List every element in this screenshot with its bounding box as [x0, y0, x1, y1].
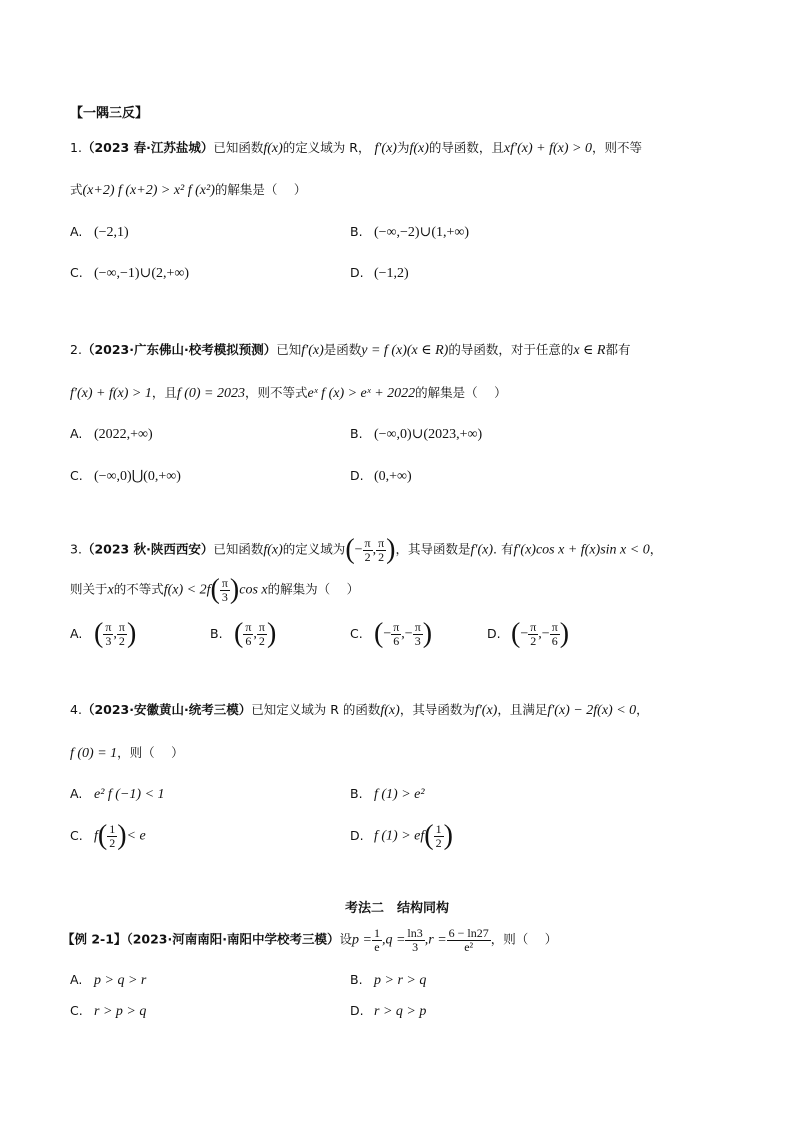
option-value: f — [94, 828, 98, 844]
math-expr: f(x) — [263, 141, 283, 156]
option-c[interactable] — [70, 1003, 146, 1020]
option-letter: D. — [487, 625, 501, 641]
option-value: r > q > p — [374, 1004, 427, 1019]
numerator: π — [530, 619, 537, 634]
fraction — [220, 577, 230, 603]
math-expr: ,q = — [381, 932, 406, 948]
stem-text: 已知函数 — [213, 541, 264, 557]
option-d[interactable] — [350, 822, 453, 850]
math-expr: f′(x) − 2f(x) < 0 — [547, 703, 637, 718]
stem-text: ，且满足 — [497, 702, 548, 717]
question-4-line-1 — [70, 700, 649, 719]
fraction — [376, 537, 386, 563]
numerator: π — [105, 619, 112, 634]
question-2-line-2 — [70, 383, 507, 402]
numerator: π — [221, 575, 228, 590]
math-expr: f (0) = 2023 — [176, 386, 245, 401]
stem-text: 已知定义域为 R 的函数 — [251, 702, 381, 717]
numerator: π — [378, 535, 385, 550]
math-sep: , — [372, 542, 377, 558]
stem-text: ，且 — [151, 385, 177, 400]
stem-text: 为 — [396, 140, 410, 155]
math-expr: y = f (x)(x ∈ R) — [361, 343, 449, 358]
option-a[interactable] — [70, 620, 136, 648]
numerator: 1 — [373, 926, 380, 940]
option-letter: D. — [350, 827, 364, 843]
fraction — [103, 621, 113, 647]
left-paren: ( — [210, 574, 220, 605]
option-value: f (1) > ef — [374, 828, 425, 844]
stem-text: ， — [636, 702, 649, 717]
math-sep: , — [113, 626, 117, 642]
stem-text: 的定义域为 R， — [282, 140, 371, 155]
option-a[interactable] — [70, 224, 129, 241]
question-source: （2023·广东佛山·校考模拟预测） — [81, 342, 277, 357]
fraction — [413, 621, 423, 647]
math-expr: f′(x)cos x + f(x)sin x < 0 — [513, 542, 650, 558]
option-value: (−∞,0)⋃(0,+∞) — [94, 469, 181, 484]
stem-text: 的定义域为 — [282, 541, 346, 557]
section-header: 【一隅三反】 — [70, 106, 149, 121]
stem-text: ，其导函数为 — [399, 702, 475, 717]
stem-text: ，则（ ） — [117, 745, 184, 760]
option-c[interactable] — [70, 468, 181, 485]
option-value: (−2,1) — [94, 225, 129, 240]
stem-text: 的解集为（ ） — [267, 581, 360, 597]
stem-text: ， — [649, 541, 663, 557]
fraction — [447, 927, 491, 953]
math-sign: − — [354, 542, 363, 558]
option-letter: B. — [350, 426, 363, 441]
math-expr: x — [107, 582, 114, 598]
math-expr: eˣ f (x) > eˣ + 2022 — [307, 386, 416, 401]
question-number: 3. — [70, 541, 82, 557]
math-expr: p = — [352, 932, 372, 948]
denominator: 3 — [412, 939, 419, 954]
right-paren: ) — [266, 618, 277, 649]
math-expr: f(x) — [409, 141, 429, 156]
numerator: π — [551, 619, 558, 634]
math-expr: f(x) — [380, 703, 400, 718]
math-sign: − — [541, 626, 550, 642]
stem-text: 式 — [70, 182, 83, 197]
math-sign: − — [404, 626, 413, 642]
denominator: 6 — [393, 633, 400, 648]
denominator: 6 — [245, 633, 252, 648]
stem-text: 已知函数 — [213, 140, 264, 155]
fraction — [434, 823, 444, 849]
math-expr: cos x — [239, 582, 268, 598]
numerator: π — [414, 619, 421, 634]
option-value: (−∞,−1)∪(2,+∞) — [94, 266, 190, 281]
right-paren: ) — [386, 534, 396, 565]
stem-text: 的不等式 — [113, 581, 164, 597]
math-expr: f′(x) — [470, 542, 494, 558]
right-paren: ) — [229, 574, 240, 605]
question-1-line-1 — [70, 138, 642, 157]
right-paren: ) — [126, 618, 137, 649]
option-letter: A. — [70, 972, 83, 987]
fraction — [372, 927, 382, 953]
numerator: π — [258, 619, 265, 634]
option-a[interactable] — [70, 786, 165, 803]
question-source: （2023·河南南阳·南阳中学校考三模） — [126, 931, 340, 947]
option-value: (−1,2) — [374, 266, 409, 281]
option-letter: B. — [350, 972, 363, 987]
section-title: 考法二 结构同构 — [344, 901, 449, 916]
denominator: 3 — [105, 633, 112, 648]
option-letter: B. — [210, 625, 223, 641]
math-expr: f (0) = 1 — [70, 746, 118, 761]
math-expr: f′(x) — [374, 141, 397, 156]
option-value: r > p > q — [94, 1004, 147, 1019]
stem-text: ，则（ ） — [490, 931, 558, 947]
option-letter: D. — [350, 468, 364, 483]
option-d[interactable] — [350, 1003, 426, 1020]
left-paren: ( — [97, 820, 108, 851]
denominator: 2 — [258, 633, 265, 648]
denominator: 2 — [364, 549, 371, 564]
option-b[interactable] — [350, 224, 469, 241]
stem-text: 的解集是（ ） — [214, 182, 307, 197]
option-letter: C. — [70, 265, 83, 280]
option-letter: C. — [350, 625, 363, 641]
fraction — [107, 823, 117, 849]
option-b[interactable] — [350, 426, 482, 443]
option-b[interactable] — [350, 972, 426, 989]
math-expr: x ∈ R — [573, 343, 606, 358]
fraction — [117, 621, 127, 647]
example-label: 【例 2-1】 — [62, 931, 127, 947]
denominator: 2 — [378, 549, 385, 564]
option-value: f (1) > e² — [374, 787, 425, 802]
denominator: 6 — [551, 633, 558, 648]
fraction — [363, 537, 373, 563]
math-sign: − — [383, 626, 392, 642]
stem-text: ，则不等式 — [245, 385, 308, 400]
left-paren: ( — [511, 618, 521, 649]
numerator: 1 — [435, 821, 442, 836]
math-sign: − — [520, 626, 529, 642]
question-source: （2023 秋·陕西西安） — [81, 541, 214, 557]
right-paren: ) — [443, 820, 453, 851]
question-source: （2023·安徽黄山·统考三模） — [81, 702, 252, 717]
option-letter: D. — [350, 265, 364, 280]
question-1-line-2 — [70, 180, 306, 199]
option-b[interactable] — [210, 620, 276, 648]
stem-text: 设 — [339, 931, 352, 947]
option-letter: C. — [70, 468, 83, 483]
stem-text: 则关于 — [70, 581, 108, 597]
option-letter: B. — [350, 786, 363, 801]
left-paren: ( — [424, 820, 434, 851]
question-3-line-1 — [70, 536, 662, 564]
denominator: 3 — [221, 589, 228, 604]
option-letter: A. — [70, 786, 83, 801]
option-value: e² f (−1) < 1 — [94, 787, 165, 802]
question-4-line-2 — [70, 743, 184, 762]
denominator: e — [374, 939, 380, 954]
numerator: π — [245, 619, 252, 634]
math-expr: f′(x) — [474, 703, 498, 718]
stem-text: 的导函数，且 — [428, 140, 504, 155]
question-3-line-2 — [70, 576, 359, 604]
question-source: （2023 春·江苏盐城） — [81, 140, 214, 155]
fraction — [550, 621, 560, 647]
denominator: e² — [464, 939, 474, 954]
fraction — [528, 621, 538, 647]
question-number: 4. — [70, 702, 82, 717]
numerator: π — [118, 619, 125, 634]
left-paren: ( — [345, 534, 355, 565]
right-paren: ) — [422, 618, 433, 649]
math-sep: , — [401, 626, 405, 642]
option-value: (−∞,0)∪(2023,+∞) — [374, 427, 483, 442]
option-letter: C. — [70, 827, 83, 843]
option-value: (2022,+∞) — [94, 427, 153, 442]
denominator: 2 — [109, 835, 116, 850]
option-c[interactable] — [350, 620, 432, 648]
numerator: 1 — [109, 821, 116, 836]
option-a[interactable] — [70, 972, 146, 989]
math-expr: xf′(x) + f(x) > 0 — [503, 141, 592, 156]
left-paren: ( — [234, 618, 244, 649]
math-expr: f′(x) — [301, 343, 324, 358]
option-d[interactable] — [350, 468, 412, 485]
stem-text: 的导函数，对于任意的 — [448, 342, 574, 357]
stem-text: 的解集是（ ） — [415, 385, 507, 400]
option-letter: A. — [70, 625, 83, 641]
stem-text: 是函数 — [323, 342, 362, 357]
denominator: 2 — [530, 633, 537, 648]
right-paren: ) — [117, 820, 127, 851]
question-2-line-1 — [70, 340, 630, 359]
option-value: (0,+∞) — [374, 469, 412, 484]
math-expr: ,r = — [424, 932, 447, 948]
option-c[interactable] — [70, 265, 189, 282]
option-value: (−∞,−2)∪(1,+∞) — [374, 225, 470, 240]
option-letter: B. — [350, 224, 363, 239]
stem-text: . 有 — [493, 541, 514, 557]
option-d[interactable] — [350, 265, 409, 282]
question-number: 2. — [70, 342, 82, 357]
math-expr: f′(x) + f(x) > 1 — [70, 386, 152, 401]
stem-text: 都有 — [605, 342, 631, 357]
fraction — [257, 621, 267, 647]
right-paren: ) — [559, 618, 570, 649]
numerator: 6 − ln27 — [448, 926, 489, 940]
option-a[interactable] — [70, 426, 153, 443]
option-value: < e — [126, 828, 146, 844]
stem-text: ，其导函数是 — [395, 541, 471, 557]
option-value: p > r > q — [374, 973, 427, 988]
option-letter: D. — [350, 1003, 364, 1018]
numerator: ln3 — [407, 926, 423, 940]
math-expr: f(x) — [263, 542, 283, 558]
denominator: 3 — [414, 633, 421, 648]
fraction — [391, 621, 401, 647]
option-c[interactable] — [70, 822, 146, 850]
stem-text: 已知 — [276, 342, 302, 357]
math-expr: (x+2) f (x+2) > x² f (x²) — [82, 183, 215, 198]
option-b[interactable] — [350, 786, 425, 803]
fraction — [405, 927, 424, 953]
denominator: 2 — [118, 633, 125, 648]
numerator: π — [364, 535, 371, 550]
fraction — [243, 621, 253, 647]
left-paren: ( — [374, 618, 384, 649]
numerator: π — [393, 619, 400, 634]
example-2-1-stem — [62, 927, 557, 953]
left-paren: ( — [94, 618, 104, 649]
denominator: 2 — [435, 835, 442, 850]
math-sep: , — [538, 626, 542, 642]
option-d[interactable] — [487, 620, 569, 648]
stem-text: ，则不等 — [591, 140, 642, 155]
question-number: 1. — [70, 140, 82, 155]
math-sep: , — [253, 626, 257, 642]
option-letter: A. — [70, 224, 83, 239]
option-letter: A. — [70, 426, 83, 441]
option-value: p > q > r — [94, 973, 147, 988]
math-expr: f(x) < 2f — [163, 582, 211, 598]
option-letter: C. — [70, 1003, 83, 1018]
